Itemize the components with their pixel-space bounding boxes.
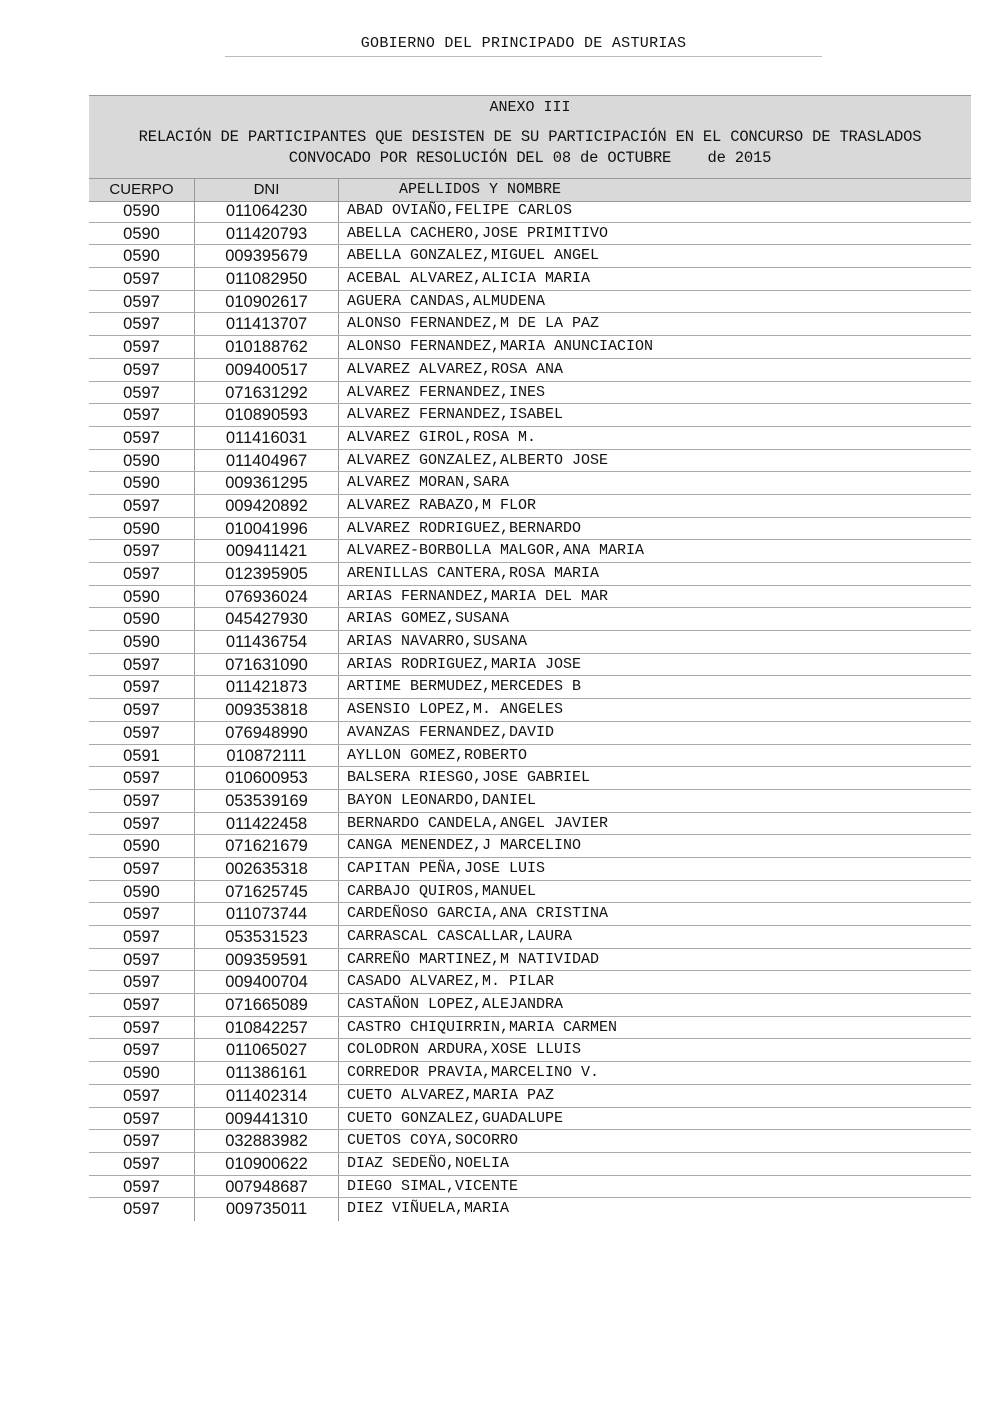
table-row — [89, 745, 971, 768]
cell-cuerpo: 0597 — [89, 949, 195, 971]
cell-dni: 010902617 — [195, 291, 339, 313]
cell-dni: 045427930 — [195, 608, 339, 630]
cell-cuerpo: 0590 — [89, 472, 195, 494]
cell-name: ALVAREZ RABAZO,M FLOR — [347, 496, 537, 514]
cell-cuerpo: 0597 — [89, 858, 195, 880]
table-row — [89, 382, 971, 405]
cell-dni: 011386161 — [195, 1062, 339, 1084]
cell-cuerpo: 0590 — [89, 835, 195, 857]
cell-dni: 011065027 — [195, 1039, 339, 1061]
cell-name: AVANZAS FERNANDEZ,DAVID — [347, 723, 555, 741]
cell-name: COLODRON ARDURA,XOSE LLUIS — [347, 1041, 582, 1059]
cell-name: ASENSIO LOPEZ,M. ANGELES — [347, 701, 564, 719]
cell-cuerpo: 0590 — [89, 518, 195, 540]
cell-dni: 009441310 — [195, 1108, 339, 1130]
table-row — [89, 903, 971, 926]
annex-title: ANEXO III — [489, 99, 571, 116]
relation-description — [89, 127, 971, 169]
cell-dni: 011416031 — [195, 427, 339, 449]
cell-cuerpo: 0597 — [89, 676, 195, 698]
table-row — [89, 813, 971, 836]
cell-name: ARENILLAS CANTERA,ROSA MARIA — [347, 565, 600, 582]
table-row — [89, 790, 971, 813]
cell-cuerpo: 0597 — [89, 699, 195, 721]
table-title-block — [89, 95, 971, 179]
table-row — [89, 1153, 971, 1176]
cell-dni: 009359591 — [195, 949, 339, 971]
cell-dni: 010900622 — [195, 1153, 339, 1175]
cell-name: ARTIME BERMUDEZ,MERCEDES B — [347, 678, 582, 696]
cell-cuerpo: 0597 — [89, 1153, 195, 1175]
cell-name: ABELLA CACHERO,JOSE PRIMITIVO — [347, 224, 609, 242]
cell-dni: 011082950 — [195, 268, 339, 290]
table-row — [89, 563, 971, 586]
cell-dni: 071665089 — [195, 994, 339, 1016]
cell-cuerpo: 0590 — [89, 881, 195, 903]
cell-name: ACEBAL ALVAREZ,ALICIA MARIA — [347, 270, 591, 288]
cell-dni: 011436754 — [195, 631, 339, 653]
cell-name: DIEGO SIMAL,VICENTE — [347, 1177, 519, 1195]
cell-dni: 010842257 — [195, 1017, 339, 1039]
table-row — [89, 926, 971, 949]
cell-name: ALVAREZ MORAN,SARA — [347, 474, 510, 492]
cell-cuerpo: 0597 — [89, 971, 195, 993]
cell-dni: 009420892 — [195, 495, 339, 517]
cell-dni: 011422458 — [195, 813, 339, 835]
cell-name: ARIAS FERNANDEZ,MARIA DEL MAR — [347, 587, 609, 605]
cell-cuerpo: 0597 — [89, 994, 195, 1016]
table-row — [89, 223, 971, 246]
cell-cuerpo: 0597 — [89, 313, 195, 335]
cell-dni: 071631292 — [195, 382, 339, 404]
participants-table-body — [89, 200, 971, 1221]
cell-dni: 009353818 — [195, 699, 339, 721]
column-header-row — [89, 178, 971, 202]
cell-name: CAPITAN PEÑA,JOSE LUIS — [347, 859, 546, 877]
cell-cuerpo: 0597 — [89, 404, 195, 426]
cell-name: ALVAREZ FERNANDEZ,INES — [347, 383, 546, 401]
table-row — [89, 472, 971, 495]
cell-dni: 032883982 — [195, 1130, 339, 1152]
cell-name: CARREÑO MARTINEZ,M NATIVIDAD — [347, 950, 600, 968]
cell-name: CUETOS COYA,SOCORRO — [347, 1132, 519, 1150]
cell-cuerpo: 0597 — [89, 767, 195, 789]
table-row — [89, 313, 971, 336]
table-row — [89, 631, 971, 654]
column-header-cuerpo: CUERPO — [89, 179, 195, 201]
cell-dni: 002635318 — [195, 858, 339, 880]
cell-cuerpo: 0590 — [89, 586, 195, 608]
table-row — [89, 858, 971, 881]
table-row — [89, 699, 971, 722]
cell-name: ALVAREZ-BORBOLLA MALGOR,ANA MARIA — [347, 542, 645, 560]
cell-cuerpo: 0590 — [89, 631, 195, 653]
cell-cuerpo: 0597 — [89, 291, 195, 313]
cell-dni: 011404967 — [195, 450, 339, 472]
cell-cuerpo: 0597 — [89, 1198, 195, 1221]
cell-name: ALONSO FERNANDEZ,MARIA ANUNCIACION — [347, 338, 654, 356]
table-row — [89, 881, 971, 904]
cell-name: DIEZ VIÑUELA,MARIA — [347, 1200, 510, 1218]
cell-cuerpo: 0597 — [89, 1085, 195, 1107]
cell-dni: 010600953 — [195, 767, 339, 789]
cell-name: ALVAREZ GIROL,ROSA M. — [347, 428, 537, 446]
table-row — [89, 1198, 971, 1221]
table-row — [89, 1062, 971, 1085]
cell-cuerpo: 0597 — [89, 382, 195, 404]
table-row — [89, 518, 971, 541]
table-row — [89, 1039, 971, 1062]
cell-name: AYLLON GOMEZ,ROBERTO — [347, 746, 528, 764]
table-row — [89, 654, 971, 677]
cell-cuerpo: 0590 — [89, 608, 195, 630]
cell-name: ALONSO FERNANDEZ,M DE LA PAZ — [347, 315, 600, 333]
cell-dni: 009400704 — [195, 971, 339, 993]
cell-dni: 010188762 — [195, 336, 339, 358]
cell-name: DIAZ SEDEÑO,NOELIA — [347, 1154, 510, 1172]
cell-name: CANGA MENENDEZ,J MARCELINO — [347, 837, 582, 855]
cell-name: ALVAREZ RODRIGUEZ,BERNARDO — [347, 519, 582, 537]
cell-name: ALVAREZ FERNANDEZ,ISABEL — [347, 406, 564, 424]
cell-dni: 009411421 — [195, 540, 339, 562]
cell-name: CARBAJO QUIROS,MANUEL — [347, 882, 537, 900]
table-row — [89, 336, 971, 359]
cell-cuerpo: 0597 — [89, 427, 195, 449]
cell-dni: 011420793 — [195, 223, 339, 245]
table-row — [89, 1085, 971, 1108]
table-row — [89, 1130, 971, 1153]
cell-cuerpo: 0597 — [89, 495, 195, 517]
cell-name: ALVAREZ ALVAREZ,ROSA ANA — [347, 360, 564, 378]
cell-dni: 011421873 — [195, 676, 339, 698]
table-row — [89, 608, 971, 631]
table-row — [89, 971, 971, 994]
cell-dni: 009395679 — [195, 245, 339, 267]
table-row — [89, 1017, 971, 1040]
cell-name: BAYON LEONARDO,DANIEL — [347, 791, 537, 809]
table-row — [89, 676, 971, 699]
table-row — [89, 404, 971, 427]
cell-name: BALSERA RIESGO,JOSE GABRIEL — [347, 769, 591, 787]
cell-name: CARRASCAL CASCALLAR,LAURA — [347, 928, 573, 945]
cell-name: CUETO GONZALEZ,GUADALUPE — [347, 1109, 564, 1127]
cell-cuerpo: 0597 — [89, 359, 195, 381]
cell-name: ABELLA GONZALEZ,MIGUEL ANGEL — [347, 247, 600, 265]
cell-cuerpo: 0597 — [89, 790, 195, 812]
column-header-name: APELLIDOS Y NOMBRE — [399, 181, 562, 198]
cell-cuerpo: 0597 — [89, 926, 195, 948]
column-header-dni: DNI — [195, 179, 339, 201]
table-row — [89, 767, 971, 790]
table-row — [89, 291, 971, 314]
cell-name: CORREDOR PRAVIA,MARCELINO V. — [347, 1064, 600, 1082]
cell-cuerpo: 0597 — [89, 1130, 195, 1152]
cell-name: ABAD OVIAÑO,FELIPE CARLOS — [347, 202, 573, 219]
cell-dni: 053539169 — [195, 790, 339, 812]
cell-name: CASTAÑON LOPEZ,ALEJANDRA — [347, 996, 564, 1014]
cell-cuerpo: 0590 — [89, 1062, 195, 1084]
cell-dni: 010890593 — [195, 404, 339, 426]
cell-cuerpo: 0590 — [89, 450, 195, 472]
table-row — [89, 200, 971, 223]
cell-dni: 009361295 — [195, 472, 339, 494]
cell-name: ALVAREZ GONZALEZ,ALBERTO JOSE — [347, 451, 609, 469]
cell-dni: 071631090 — [195, 654, 339, 676]
cell-dni: 071621679 — [195, 835, 339, 857]
cell-name: BERNARDO CANDELA,ANGEL JAVIER — [347, 814, 609, 832]
table-row — [89, 949, 971, 972]
cell-name: AGUERA CANDAS,ALMUDENA — [347, 292, 546, 310]
cell-dni: 076948990 — [195, 722, 339, 744]
cell-dni: 011064230 — [195, 200, 339, 222]
table-row — [89, 994, 971, 1017]
cell-dni: 011413707 — [195, 313, 339, 335]
cell-dni: 007948687 — [195, 1176, 339, 1198]
description-line-2: CONVOCADO POR RESOLUCIÓN DEL 08 de OCTUBRE de 2015 — [288, 149, 772, 167]
cell-cuerpo: 0590 — [89, 223, 195, 245]
table-row — [89, 427, 971, 450]
table-row — [89, 245, 971, 268]
cell-name: ARIAS NAVARRO,SUSANA — [347, 633, 528, 651]
table-row — [89, 835, 971, 858]
table-row — [89, 1108, 971, 1131]
cell-cuerpo: 0597 — [89, 903, 195, 925]
table-row — [89, 540, 971, 563]
cell-cuerpo: 0597 — [89, 268, 195, 290]
table-row — [89, 586, 971, 609]
table-row — [89, 450, 971, 473]
cell-cuerpo: 0597 — [89, 336, 195, 358]
cell-cuerpo: 0597 — [89, 1017, 195, 1039]
cell-dni: 011402314 — [195, 1085, 339, 1107]
cell-name: ARIAS GOMEZ,SUSANA — [347, 610, 510, 628]
description-line-1: RELACIÓN DE PARTICIPANTES QUE DESISTEN DE SU PARTICIPACIÓN EN EL CONCURSO DE TRASLADOS — [138, 128, 922, 146]
cell-cuerpo: 0597 — [89, 563, 195, 585]
cell-dni: 053531523 — [195, 926, 339, 948]
cell-cuerpo: 0597 — [89, 722, 195, 744]
cell-dni: 010872111 — [195, 745, 339, 767]
table-row — [89, 268, 971, 291]
cell-name: CARDEÑOSO GARCIA,ANA CRISTINA — [347, 905, 609, 923]
cell-dni: 071625745 — [195, 881, 339, 903]
table-row — [89, 722, 971, 745]
cell-name: CUETO ALVAREZ,MARIA PAZ — [347, 1086, 555, 1104]
cell-dni: 076936024 — [195, 586, 339, 608]
cell-cuerpo: 0597 — [89, 654, 195, 676]
cell-cuerpo: 0590 — [89, 200, 195, 222]
cell-cuerpo: 0597 — [89, 1039, 195, 1061]
cell-dni: 009400517 — [195, 359, 339, 381]
cell-cuerpo: 0591 — [89, 745, 195, 767]
cell-name: CASTRO CHIQUIRRIN,MARIA CARMEN — [347, 1018, 618, 1036]
table-row — [89, 359, 971, 382]
cell-cuerpo: 0597 — [89, 1176, 195, 1198]
cell-cuerpo: 0590 — [89, 245, 195, 267]
table-row — [89, 495, 971, 518]
cell-dni: 010041996 — [195, 518, 339, 540]
cell-name: ARIAS RODRIGUEZ,MARIA JOSE — [347, 655, 582, 673]
cell-cuerpo: 0597 — [89, 1108, 195, 1130]
cell-cuerpo: 0597 — [89, 813, 195, 835]
cell-dni: 012395905 — [195, 563, 339, 585]
cell-name: CASADO ALVAREZ,M. PILAR — [347, 973, 555, 991]
cell-dni: 009735011 — [195, 1198, 339, 1221]
cell-dni: 011073744 — [195, 903, 339, 925]
cell-cuerpo: 0597 — [89, 540, 195, 562]
organization-title: GOBIERNO DEL PRINCIPADO DE ASTURIAS — [225, 35, 822, 57]
table-row — [89, 1176, 971, 1199]
